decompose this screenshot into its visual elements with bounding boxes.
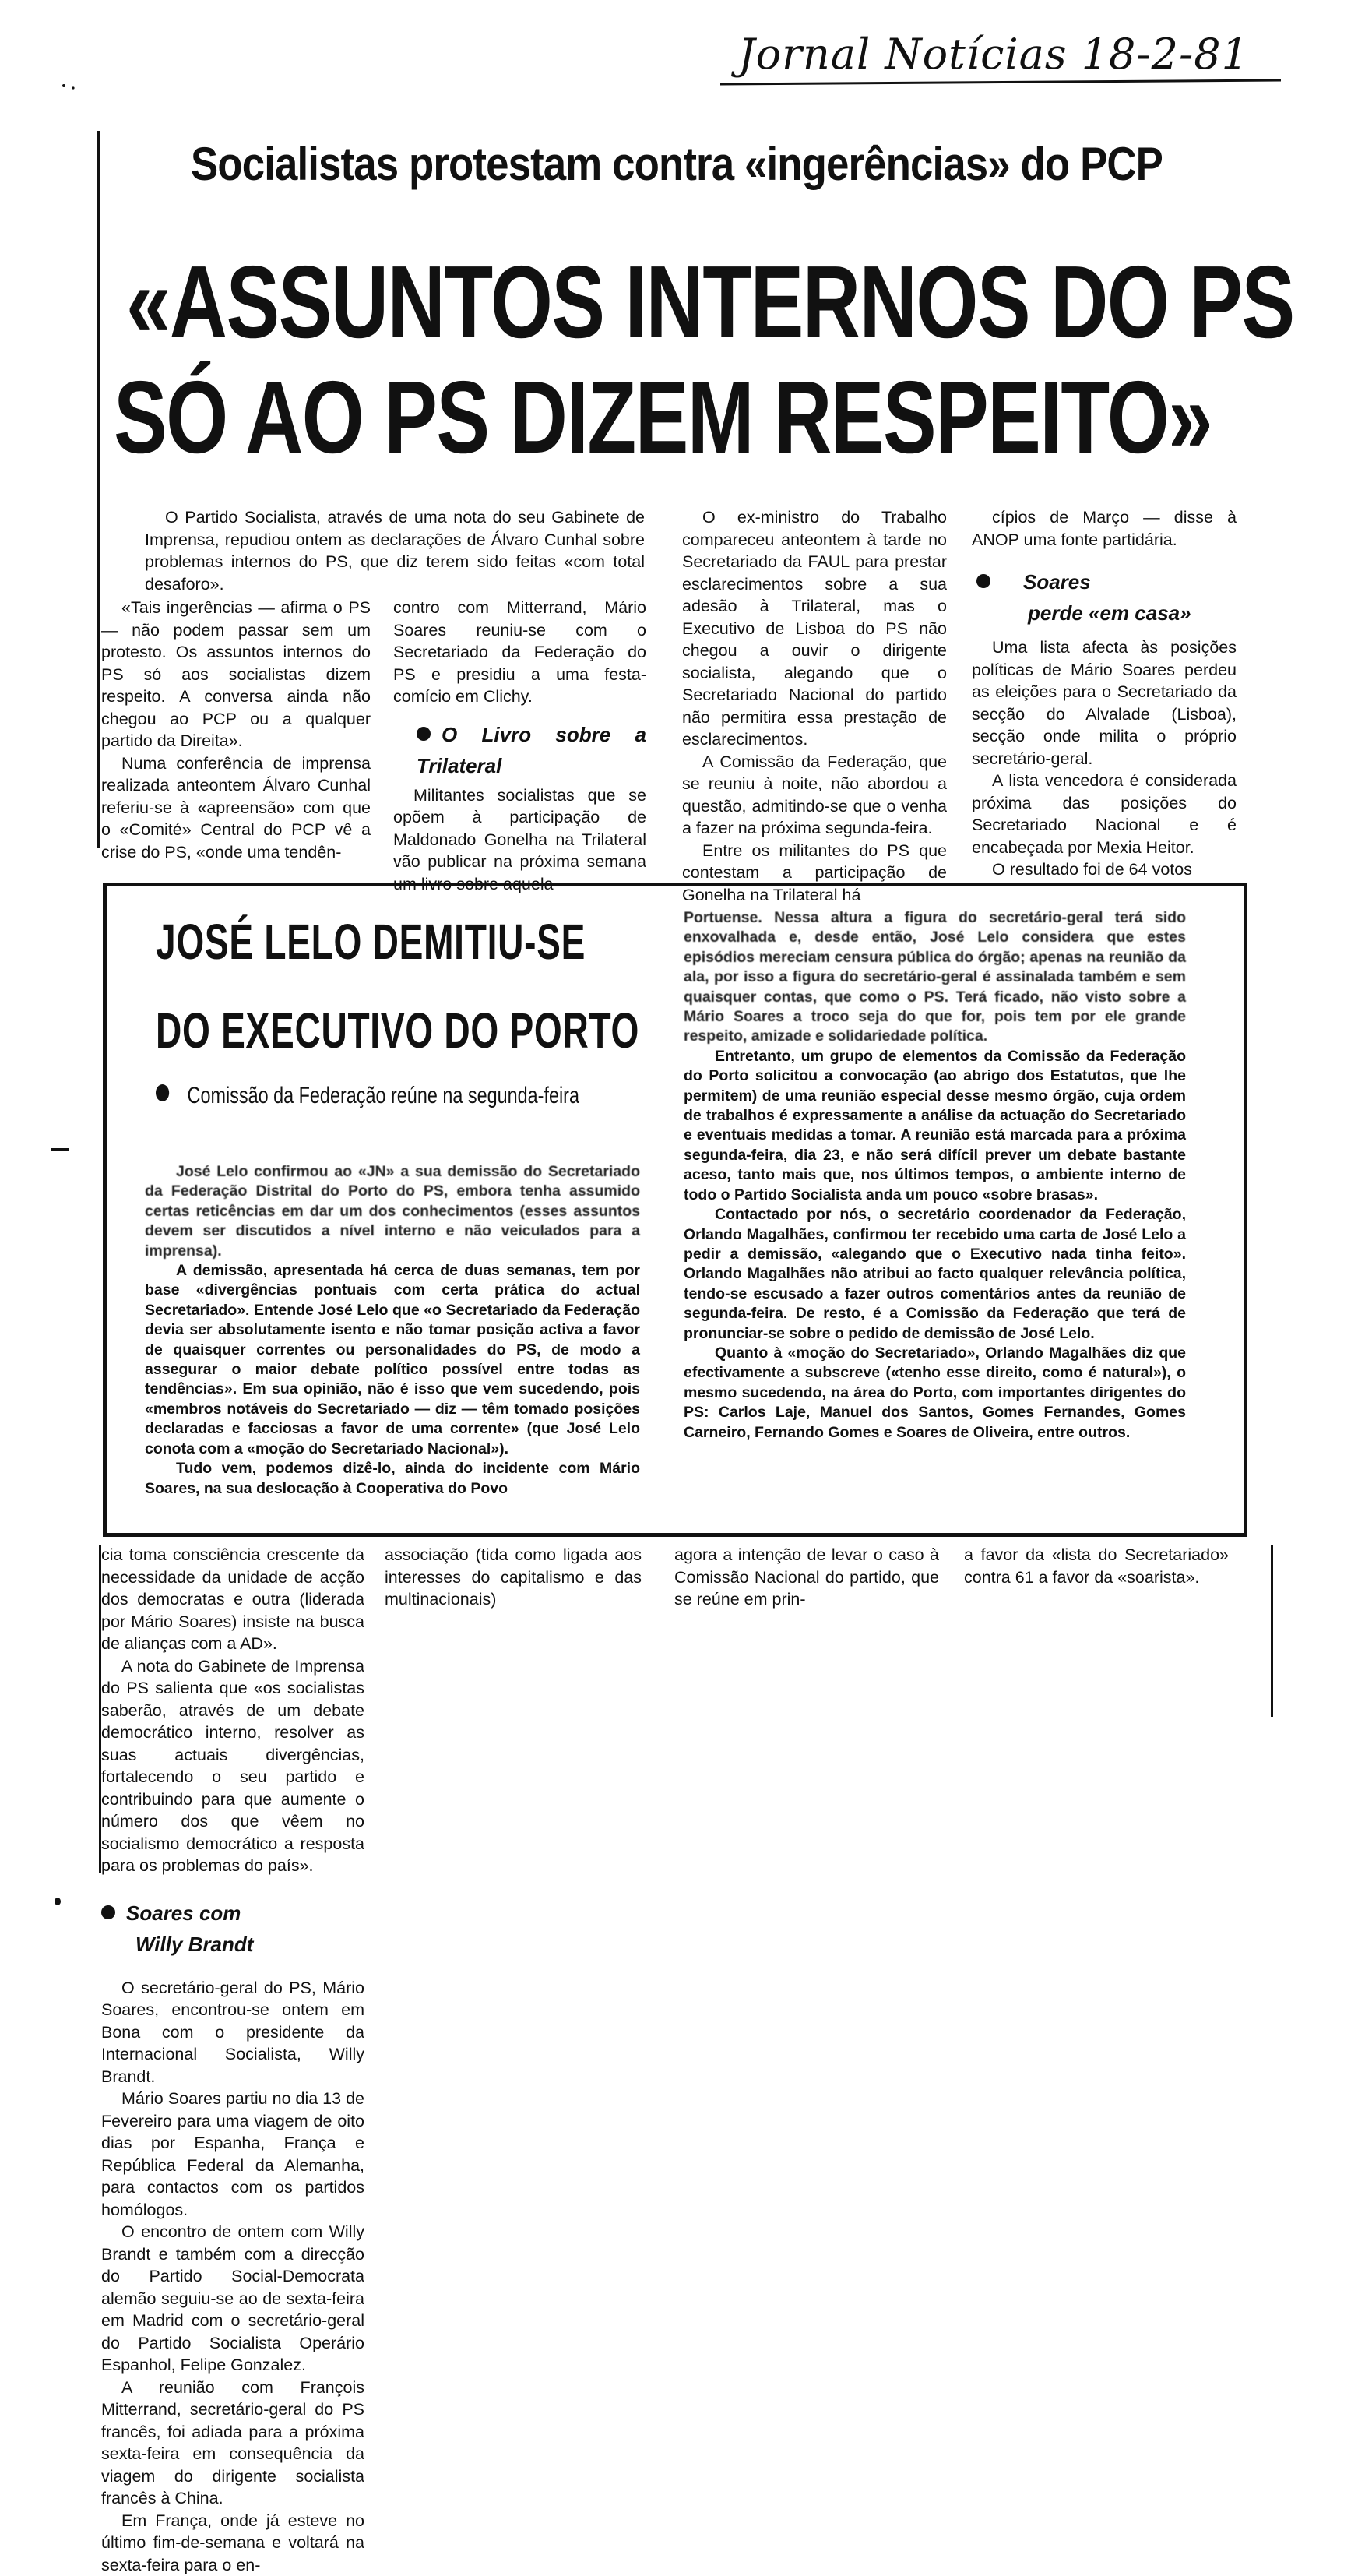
paragraph: Portuense. Nessa altura a figura do secretário-geral terá sido enxovalhada e, desde então, José Lelo considera que estes episódios mereciam censura pública do órgão; apenas na reunião da ala, por isso a figura do secretário-geral é assinalada também e sem quaisquer contas, que como o PS. Terá ficado, não visto sobre a Mário Soares a troco seja do que for, pois tem por ele grande respeito, amizade e solidariedade política.	[684, 908, 1186, 1047]
clipping-note-underline	[720, 79, 1281, 85]
column-1	[145, 506, 399, 595]
paragraph: A demissão, apresentada há cerca de duas semanas, tem por base «divergências pontuais com certa prática do actual Secretariado». Entende José Lelo que «o Secretariado da Federação devia ser absolutamente isento e não tomar posição activa a favor de quaisquer correntes ou personalidades do PS, de modo a assegurar o maior debate político possível entre todas as tendências». Em sua opinião, não é isso que vem sucedendo, pois «membros notáveis do Secretariado — diz — têm tomado posições declaradas e facciosas a favor de uma corrente» (que José Lelo conota com a «moção do Secretariado Nacional»).	[145, 1261, 640, 1459]
box-title-line1: JOSÉ LELO DEMITIU-SE	[156, 913, 586, 971]
lower-column-3	[674, 1544, 939, 1611]
paragraph: José Lelo confirmou ao «JN» a sua demissão do Secretariado da Federação Distrital do Porto do PS, embora tenha assumido certas reticências em dar um dos conhecimentos (esses assuntos devem ser discutidos a nível interno e não veiculados para a imprensa).	[145, 1162, 640, 1261]
paragraph: Tudo vem, podemos dizê-lo, ainda do incidente com Mário Soares, na sua deslocação à Cooperativa do Povo	[145, 1459, 640, 1499]
margin-mark	[51, 1148, 69, 1151]
subhead-soares-com-willy-brandt: Soares com Willy Brandt	[101, 1898, 364, 1960]
column-3	[682, 506, 947, 906]
right-column-rule	[1271, 1545, 1273, 1717]
column-1-body	[101, 597, 371, 863]
paragraph: Mário Soares partiu no dia 13 de Fevereiro para uma viagem de oito dias por Espanha, França e República Federal da Alemanha, para contactos com os partidos homólogos.	[101, 2088, 364, 2221]
paragraph: cípios de Março — disse à ANOP uma fonte partidária.	[972, 506, 1237, 551]
main-headline-line1: «ASSUNTOS INTERNOS DO PS	[126, 251, 1294, 354]
margin-mark	[55, 1898, 61, 1905]
kicker-headline: Socialistas protestam contra «ingerências» do PCP	[191, 137, 1163, 191]
paragraph: A Comissão da Federação, que se reuniu à noite, não abordou a questão, admitindo-se que o venha a fazer na próxima segunda-feira.	[682, 751, 947, 840]
bullet-icon	[417, 727, 431, 741]
box-left-column	[145, 1162, 640, 1499]
scan-marks	[61, 78, 84, 93]
bullet-icon	[976, 574, 990, 588]
paragraph: O ex-ministro do Trabalho compareceu anteontem à tarde no Secretariado da FAUL para prestar esclarecimentos sobre a sua adesão à Trilateral, mas o Executivo de Lisboa do PS não chegou a ouvir o dirigente socialista, alegando que o Secretariado Nacional do partido não permitira essa prestação de esclarecimentos.	[682, 506, 947, 751]
paragraph: Militantes socialistas que se opõem à participação de Maldonado Gonelha na Trilateral vão publicar na próxima semana um livro sobre aquela	[393, 784, 646, 896]
paragraph: Entre os militantes do PS que contestam a participação de Gonelha na Trilateral há	[682, 840, 947, 907]
paragraph: Uma lista afecta às posições políticas de Mário Soares perdeu as eleições para o Secretariado da secção do Alvalade (Lisboa), secção onde milita o próprio secretário-geral.	[972, 636, 1237, 770]
paragraph: Entretanto, um grupo de elementos da Comissão da Federação do Porto solicitou a convocação (ao abrigo dos Estatutos, que lhe permitem) de uma reunião especial desse mesmo órgão, cuja ordem de trabalhos é expressamente a análise da actuação do Secretariado e eventuais medidas a tomar. A reunião está marcada para a próxima segunda-feira, dia 23, e não será difícil prever um debate bastante aceso, tanto mais que, nos últimos tempos, o ambiente interno de todo o Partido Socialista anda um pouco «sobre brasas».	[684, 1047, 1186, 1205]
lead-paragraph: O Partido Socialista, através de uma nota do seu Gabinete de Imprensa, repudiou ontem as declarações de Álvaro Cunhal sobre problemas internos do PS, que diz terem sido feitas «com total desaforo».	[145, 506, 645, 595]
paragraph: «Tais ingerências — afirma o PS — não podem passar sem um protesto. Os assuntos internos do PS só aos socialistas dizem respeito. A conversa ainda não chegou ao PCP ou a qualquer partido da Direita».	[101, 597, 371, 752]
box-right-column	[684, 908, 1186, 1443]
paragraph: Contactado por nós, o secretário coordenador da Federação, Orlando Magalhães, confirmou ter recebido uma carta de José Lelo a pedir a demissão, «alegando que o Executivo nada tinha feito». Orlando Magalhães não atribui ao facto qualquer relevância política, tendo-se escusado a fazer outros comentários antes da reunião de segunda-feira. De resto, é a Comissão da Federação que terá de pronunciar-se sobre o pedido de demissão de José Lelo.	[684, 1205, 1186, 1344]
paragraph: cia toma consciência crescente da necessidade da unidade de acção dos democratas e outra (liderada por Mário Soares) insiste na busca de alianças com a AD».	[101, 1544, 364, 1655]
bullet-icon	[101, 1905, 115, 1919]
box-title-line2: DO EXECUTIVO DO PORTO	[156, 1002, 639, 1059]
paragraph: A nota do Gabinete de Imprensa do PS salienta que «os socialistas saberão, através de um debate democrático interno, resolver as suas actuais divergências, fortalecendo o seu partido e contribuindo para que aumente o número dos que vêem no socialismo democrático a resposta para os problemas do país».	[101, 1655, 364, 1877]
subhead-soares-perde: Soares perde «em casa»	[976, 566, 1237, 629]
paragraph: A lista vencedora é considerada próxima das posições do Secretariado Nacional e é encabeçada por Mexia Heitor.	[972, 770, 1237, 858]
paragraph: Numa conferência de imprensa realizada anteontem Álvaro Cunhal referiu-se à «apreensão» com que o «Comité» Central do PCP vê a crise do PS, «onde uma tendên-	[101, 752, 371, 864]
paragraph: O encontro de ontem com Willy Brandt e também com a direcção do Partido Social-Democrata alemão seguiu-se ao de sexta-feira em Madrid com o secretário-geral do Partido Socialista Operário Espanhol, Felipe Gonzalez.	[101, 2221, 364, 2377]
paragraph: agora a intenção de levar o caso à Comissão Nacional do partido, que se reúne em prin-	[674, 1544, 939, 1611]
paragraph: O resultado foi de 64 votos	[972, 858, 1237, 881]
paragraph: Quanto à «moção do Secretariado», Orlando Magalhães diz que efectivamente a subscreve («tenho esse direito, como é natural»), o mesmo sucedendo, na área do Porto, com importantes dirigentes do PS: Carlos Laje, Manuel dos Santos, Gomes Fernandes, Gomes Carneiro, Fernando Gomes e Soares de Oliveira, entre outros.	[684, 1344, 1186, 1443]
bullet-icon	[156, 1084, 169, 1101]
box-subtitle: Comissão da Federação reúne na segunda-feira	[156, 1083, 579, 1109]
subhead-livro: O Livro sobre a Trilateral	[417, 719, 646, 781]
lower-column-1	[101, 1544, 364, 2576]
clipping-note: Jornal Notícias 18-2-81	[738, 30, 1249, 79]
paragraph: associação (tida como ligada aos interesses do capitalismo e das multinacionais)	[385, 1544, 642, 1611]
left-column-rule	[97, 131, 100, 848]
paragraph: A reunião com François Mitterrand, secretário-geral do PS francês, foi adiada para a próxima sexta-feira em consequência da viagem do dirigente socialista francês à China.	[101, 2377, 364, 2510]
paragraph: Em França, onde já esteve no último fim-de-semana e voltará na sexta-feira para o en-	[101, 2510, 364, 2576]
paragraph: O secretário-geral do PS, Mário Soares, encontrou-se ontem em Bona com o presidente da Internacional Socialista, Willy Brandt.	[101, 1977, 364, 2088]
column-2	[393, 597, 646, 895]
paragraph: contro com Mitterrand, Mário Soares reuniu-se com o Secretariado da Federação do PS e presidiu a uma festa-comício em Clichy.	[393, 597, 646, 708]
main-headline-line2: SÓ AO PS DIZEM RESPEITO»	[114, 366, 1212, 469]
paragraph: a favor da «lista do Secretariado» contra 61 a favor da «soarista».	[964, 1544, 1229, 1588]
lower-column-2	[385, 1544, 642, 1611]
column-4	[972, 506, 1237, 881]
lower-column-4	[964, 1544, 1229, 1588]
